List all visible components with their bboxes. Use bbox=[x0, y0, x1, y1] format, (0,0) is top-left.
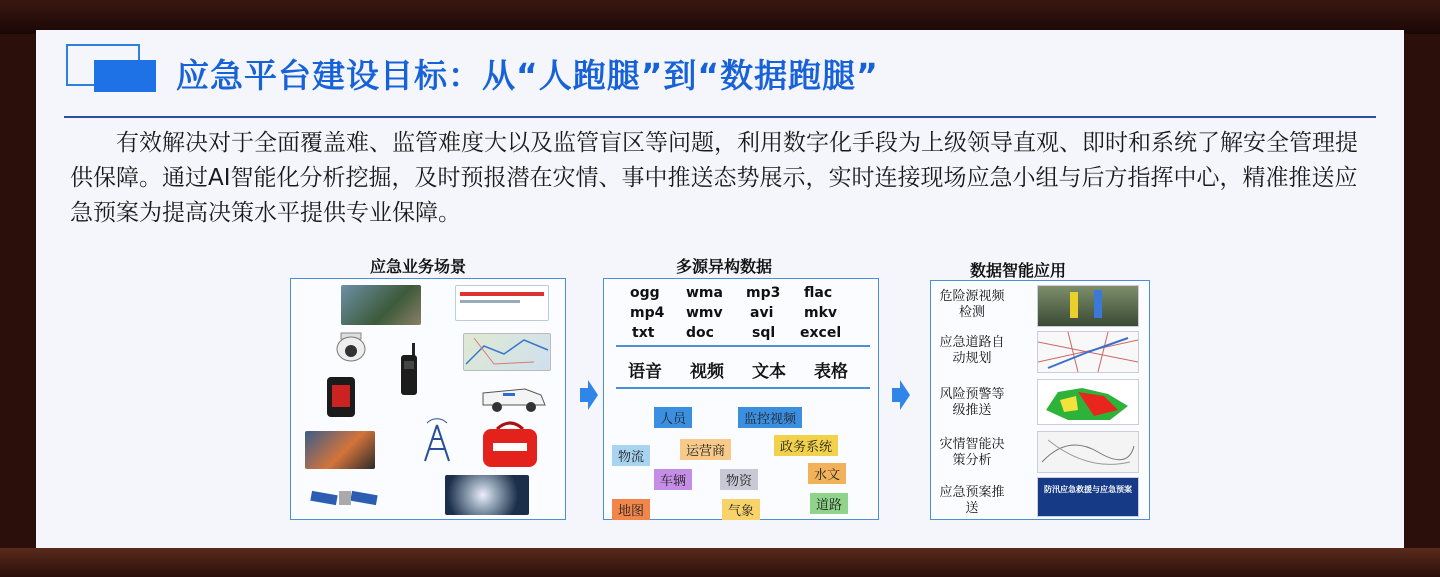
scenes-heading: 应急业务场景 bbox=[370, 257, 467, 276]
app-label: 风险预警等级推送 bbox=[939, 387, 1005, 418]
source-tag: 人员 bbox=[654, 407, 692, 428]
format-label: mp3 bbox=[746, 285, 781, 301]
data-kind-label: 语音 bbox=[628, 362, 662, 382]
divider bbox=[616, 387, 870, 389]
video-detection-thumbnail bbox=[1037, 285, 1139, 327]
format-label: doc bbox=[686, 325, 714, 341]
intro-paragraph: 有效解决对于全面覆盖难、监管难度大以及监管盲区等问题，利用数字化手段为上级领导直观、即时和系统了解安全管理提供保障。通过AI智能化分析挖掘，及时预报潜在灾情、事中推送态势展示，实时连接现场应急小组与后方指挥中心，精准推送应急预案为提高决策水平提供专业保障。 bbox=[70, 130, 1358, 226]
format-label: mp4 bbox=[630, 305, 665, 321]
app-label: 应急道路自动规划 bbox=[939, 335, 1005, 366]
typhoon-satellite-image bbox=[445, 475, 529, 515]
ambulance-icon bbox=[481, 383, 547, 413]
data-kind-label: 表格 bbox=[814, 362, 848, 382]
decision-analysis-thumbnail bbox=[1037, 431, 1139, 473]
source-tag: 气象 bbox=[722, 499, 760, 520]
format-label: sql bbox=[752, 325, 776, 341]
rescue-worker-photo bbox=[305, 431, 375, 469]
apps-heading: 数据智能应用 bbox=[970, 261, 1067, 280]
format-label: wmv bbox=[686, 305, 723, 321]
route-planning-thumbnail bbox=[1037, 331, 1139, 373]
source-tag: 地图 bbox=[612, 499, 650, 520]
format-label: mkv bbox=[804, 305, 838, 321]
system-screenshot bbox=[455, 285, 549, 321]
data-heading: 多源异构数据 bbox=[676, 257, 773, 276]
arrow-right-icon bbox=[892, 380, 910, 410]
format-label: excel bbox=[800, 325, 842, 341]
format-label: avi bbox=[750, 305, 774, 321]
format-label: flac bbox=[804, 285, 833, 301]
emergency-plan-thumbnail bbox=[1037, 477, 1139, 517]
risk-map-thumbnail bbox=[1037, 379, 1139, 425]
satellite-icon bbox=[309, 483, 381, 513]
handheld-device-icon bbox=[325, 375, 357, 419]
source-tag: 车辆 bbox=[654, 469, 692, 490]
app-label: 应急预案推送 bbox=[939, 485, 1005, 516]
app-label: 危险源视频检测 bbox=[939, 289, 1005, 320]
source-tag: 监控视频 bbox=[738, 407, 802, 428]
data-panel bbox=[603, 278, 879, 520]
source-tag: 物资 bbox=[720, 469, 758, 490]
dome-camera-icon bbox=[333, 331, 369, 363]
source-tag: 政务系统 bbox=[774, 435, 838, 456]
emergency-plan-caption: 防汛应急救援与应急预案 bbox=[1044, 485, 1132, 494]
format-label: txt bbox=[632, 325, 655, 341]
emergency-kit-bag-icon bbox=[479, 419, 541, 469]
room-wall-bottom bbox=[0, 548, 1440, 577]
room-wall-top bbox=[0, 0, 1440, 34]
walkie-talkie-icon bbox=[399, 343, 419, 397]
arrow-right-icon bbox=[580, 380, 598, 410]
scenes-panel bbox=[290, 278, 566, 520]
slide bbox=[36, 30, 1404, 548]
source-tag: 运营商 bbox=[680, 439, 731, 460]
apps-panel bbox=[930, 280, 1150, 520]
signal-tower-icon bbox=[415, 417, 459, 463]
source-tag: 水文 bbox=[808, 463, 846, 484]
divider bbox=[616, 345, 870, 347]
source-tag: 物流 bbox=[612, 445, 650, 466]
title-divider bbox=[64, 116, 1376, 118]
data-kind-label: 文本 bbox=[752, 362, 786, 382]
map-thumbnail bbox=[463, 333, 551, 371]
source-tag: 道路 bbox=[810, 493, 848, 514]
slide-title: 应急平台建设目标：从“人跑腿”到“数据跑腿” bbox=[176, 56, 879, 95]
data-kind-label: 视频 bbox=[690, 362, 724, 382]
format-label: wma bbox=[686, 285, 723, 301]
app-label: 灾情智能决策分析 bbox=[939, 437, 1005, 468]
landslide-photo bbox=[341, 285, 421, 325]
title-decoration-block bbox=[94, 60, 156, 92]
format-label: ogg bbox=[630, 285, 660, 301]
